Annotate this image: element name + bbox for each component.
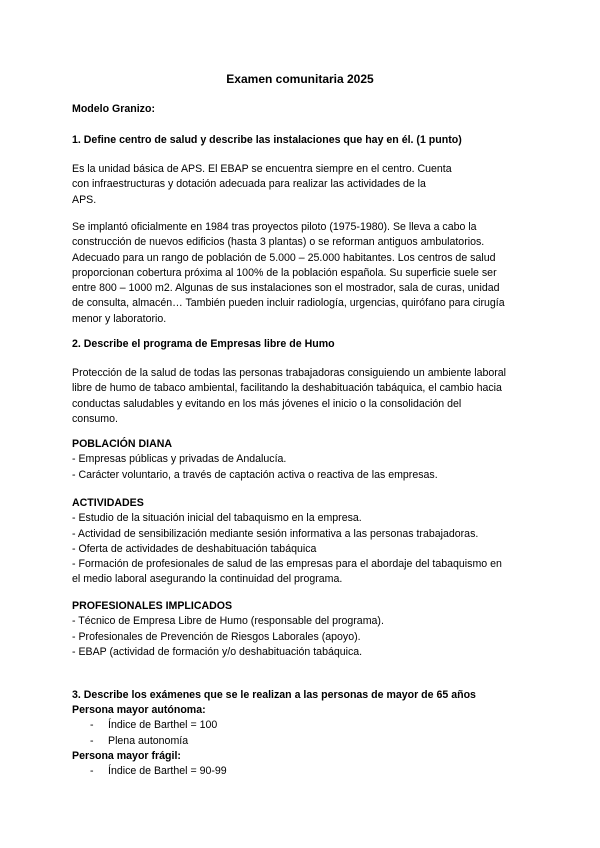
persona-fragil-label: Persona mayor frágil: — [72, 749, 181, 762]
list-item: - Formación de profesionales de salud de las empresas para el abordaje del tabaquismo en — [72, 558, 502, 571]
text-line: Protección de la salud de todas las personas trabajadoras consiguiendo un ambiente laboral — [72, 367, 507, 379]
list-item: el medio laboral asegurando la continuidad del programa. — [72, 573, 343, 586]
text-line: Es la unidad básica de APS. El EBAP se encuentra siempre en el centro. Cuenta — [72, 163, 452, 175]
text-line: construcción de nuevos edificios (hasta 3 plantas) o se reforman antiguos ambulatorios. — [72, 236, 485, 249]
dash-bullet: - — [90, 734, 94, 747]
dash-bullet: - — [90, 765, 94, 778]
list-item: - Actividad de sensibilización mediante sesión informativa a las personas trabajadoras. — [72, 527, 479, 540]
text-line: menor y laboratorio. — [72, 312, 167, 325]
list-item: - Estudio de la situación inicial del tabaquismo en la empresa. — [72, 512, 362, 525]
q3-heading: 3. Describe los exámenes que se le realizan a las personas de mayor de 65 años — [72, 689, 476, 701]
list-item: - Oferta de actividades de deshabituación tabáquica — [72, 542, 317, 555]
text-line: Se implantó oficialmente en 1984 tras proyectos piloto (1975-1980). Se lleva a cabo la — [72, 221, 477, 233]
poblacion-diana-section — [72, 437, 532, 483]
list-item: - Plena autonomía — [72, 734, 532, 749]
list-item: - Profesionales de Prevención de Riesgos Laborales (apoyo). — [72, 630, 361, 643]
q1-paragraph-2 — [72, 220, 532, 327]
section-heading: PROFESIONALES IMPLICADOS — [72, 600, 233, 612]
q2-paragraph-1 — [72, 366, 532, 427]
profesionales-section — [72, 599, 532, 660]
q2-heading: 2. Describe el programa de Empresas libre de Humo — [72, 338, 335, 350]
list-item: - Carácter voluntario, a través de captación activa o reactiva de las empresas. — [72, 468, 438, 481]
q3-content — [72, 703, 532, 779]
document-title: Examen comunitaria 2025 — [226, 72, 374, 86]
text-line: proporcionan cobertura próxima al 100% de la población española. Su superficie suele ser — [72, 266, 497, 279]
q1-paragraph-1 — [72, 162, 532, 208]
actividades-section — [72, 496, 532, 588]
list-item: - Índice de Barthel = 90-99 — [72, 764, 532, 779]
list-item: - Técnico de Empresa Libre de Humo (responsable del programa). — [72, 615, 384, 628]
section-heading: POBLACIÓN DIANA — [72, 438, 173, 450]
list-item: - Índice de Barthel = 100 — [72, 718, 532, 733]
text-line: consumo. — [72, 412, 118, 425]
text-line: APS. — [72, 193, 97, 206]
list-item: - Empresas públicas y privadas de Andalucía. — [72, 453, 287, 466]
modelo-label: Modelo Granizo: — [72, 103, 155, 115]
text-line: libre de humo de tabaco ambiental, facilitando la deshabituación tabáquica, el cambio hacia — [72, 382, 502, 395]
text-line: entre 800 – 1000 m2. Algunas de sus instalaciones son el mostrador, sala de curas, unidad — [72, 282, 500, 295]
persona-autonoma-label: Persona mayor autónoma: — [72, 704, 206, 716]
q1-heading: 1. Define centro de salud y describe las instalaciones que hay en él. (1 punto) — [72, 134, 462, 146]
text-line: con infraestructuras y dotación adecuada para realizar las actividades de la — [72, 178, 426, 191]
text-line: de consulta, almacén… También pueden incluir radiología, urgencias, quirófano para cirugía — [72, 297, 505, 310]
dash-bullet: - — [90, 719, 94, 732]
text-line: conductas saludables y evitando en los más jóvenes el inicio o la consolidación del — [72, 397, 462, 410]
section-heading: ACTIVIDADES — [72, 497, 144, 509]
list-item: - EBAP (actividad de formación y/o deshabituación tabáquica. — [72, 645, 363, 658]
text-line: Adecuado para un rango de población de 5.000 – 25.000 habitantes. Los centros de salud — [72, 251, 496, 264]
